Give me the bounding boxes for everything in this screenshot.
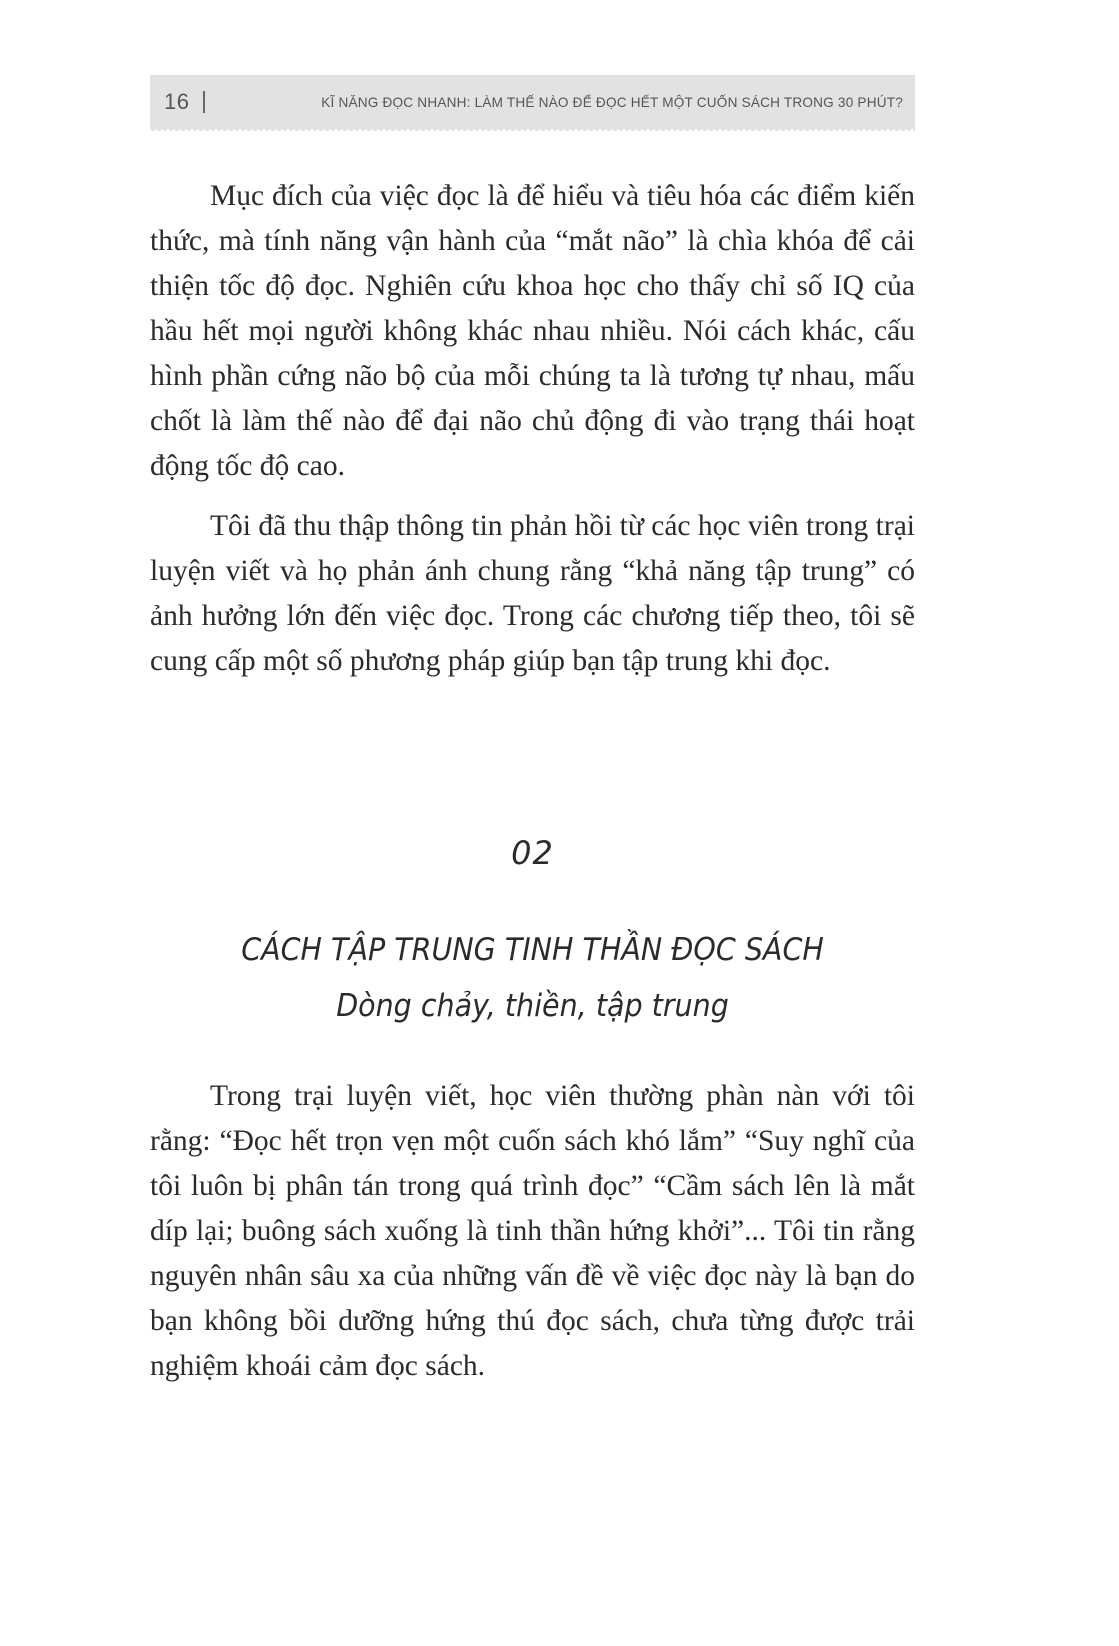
paragraph-block-1 (150, 174, 915, 489)
running-header (150, 75, 915, 129)
paragraph: Mục đích của việc đọc là để hiểu và tiêu hóa các điểm kiến thức, mà tính năng vận hành của “mắt não” là chìa khóa để cải thiện tốc độ đọc. Nghiên cứu khoa học cho thấy chỉ số IQ của hầu hết mọi người không khác nhau nhiều. Nói cách khác, cấu hình phần cứng não bộ của mỗi chúng ta là tương tự nhau, mấu chốt là làm thế nào để đại não chủ động đi vào trạng thái hoạt động tốc độ cao. (150, 180, 915, 482)
paragraph: Tôi đã thu thập thông tin phản hồi từ các học viên trong trại luyện viết và họ phản ánh chung rằng “khả năng tập trung” có ảnh hưởng lớn đến việc đọc. Trong các chương tiếp theo, tôi sẽ cung cấp một số phương pháp giúp bạn tập trung khi đọc. (150, 510, 915, 677)
chapter-subtitle: Dòng chảy, thiền, tập trung (336, 988, 729, 1024)
paragraph-block-2 (150, 504, 915, 684)
paragraph-block-3 (150, 1074, 915, 1389)
page-number: 16 (164, 89, 190, 114)
chapter-number: 02 (511, 834, 554, 872)
paragraph: Trong trại luyện viết, học viên thường phàn nàn với tôi rằng: “Đọc hết trọn vẹn một cuốn sách khó lắm” “Suy nghĩ của tôi luôn bị phân tán trong quá trình đọc” “Cầm sách lên là mắt díp lại; buông sách xuống là tinh thần hứng khởi”... Tôi tin rằng nguyên nhân sâu xa của những vấn đề về việc đọc này là bạn do bạn không bồi dưỡng hứng thú đọc sách, chưa từng được trải nghiệm khoái cảm đọc sách. (150, 1080, 915, 1382)
book-title: KĨ NĂNG ĐỌC NHANH: LÀM THẾ NÀO ĐỂ ĐỌC HẾT MỘT CUỐN SÁCH TRONG 30 PHÚT? (321, 94, 903, 110)
header-separator (203, 91, 205, 113)
chapter-title: CÁCH TẬP TRUNG TINH THẦN ĐỌC SÁCH (241, 932, 824, 968)
